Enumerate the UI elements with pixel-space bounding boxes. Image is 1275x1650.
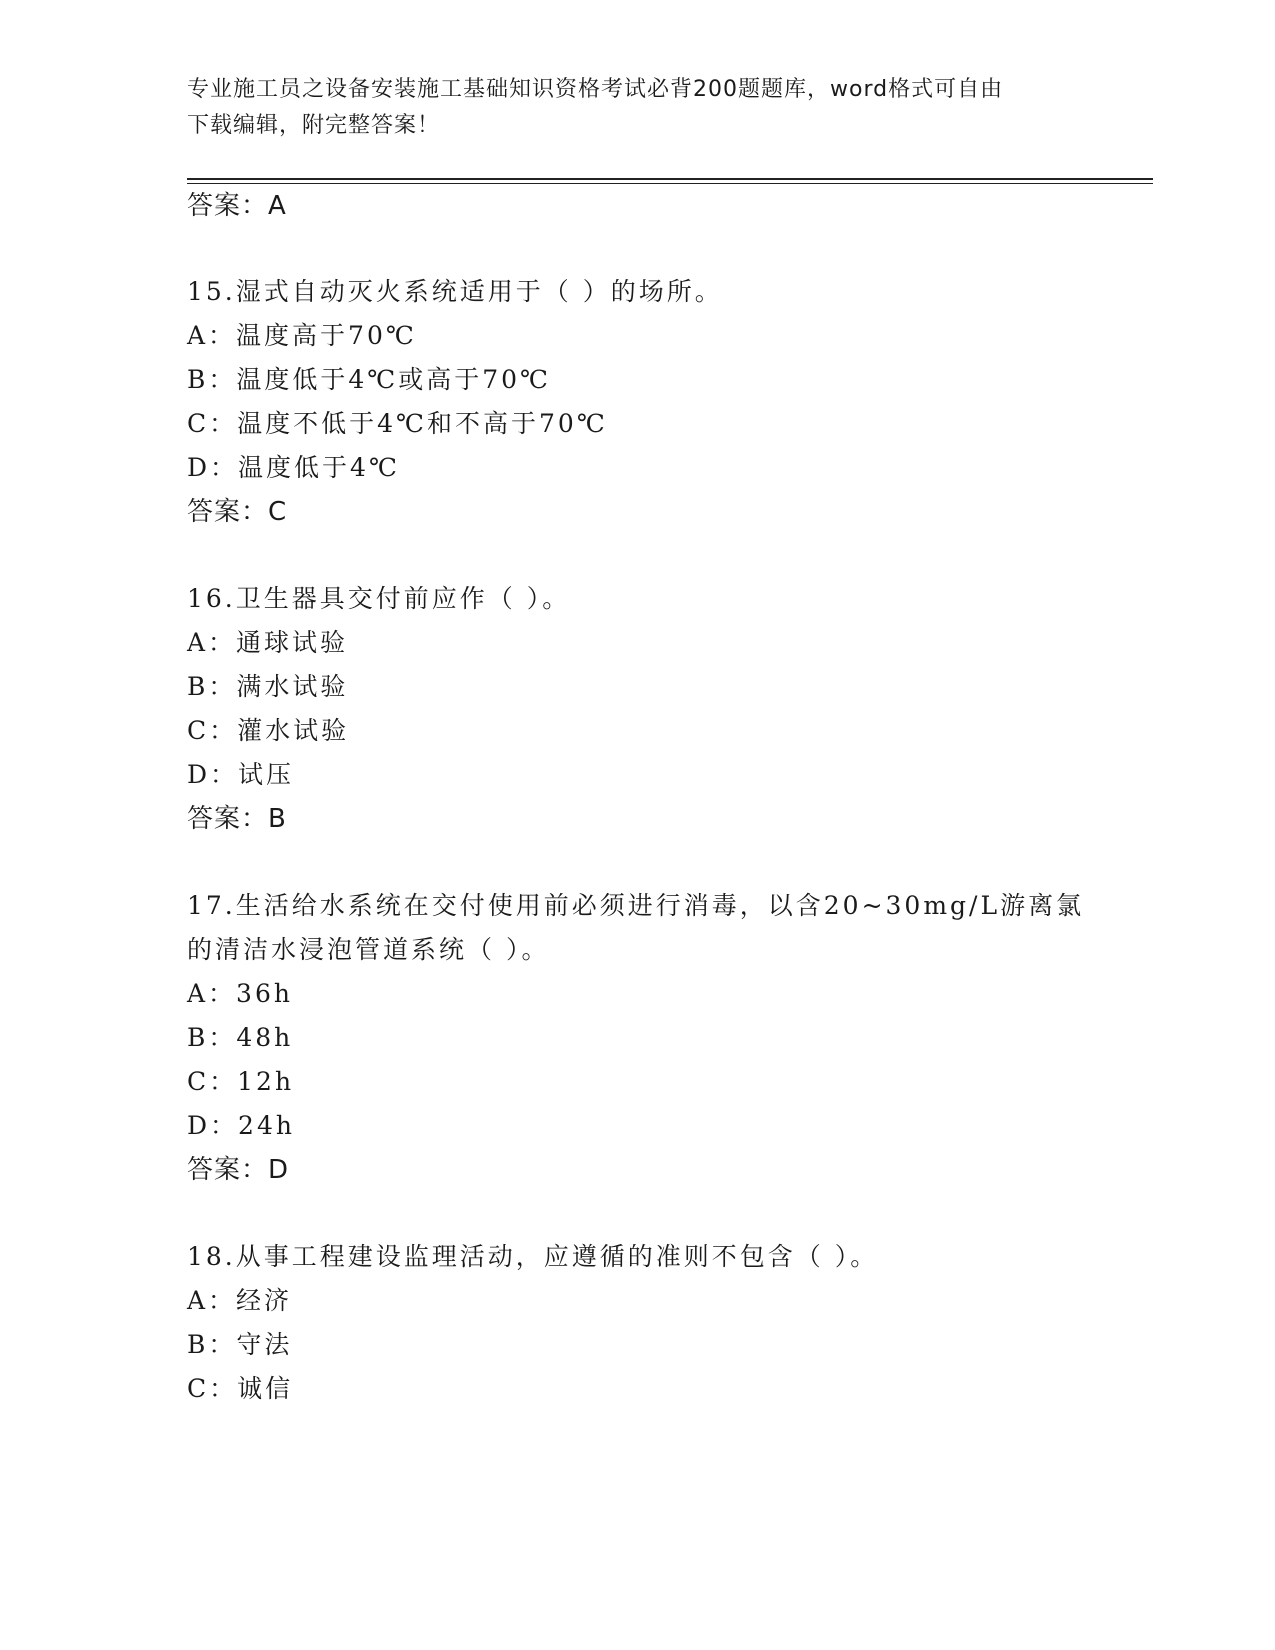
question-16-answer: 答案：B <box>187 804 287 834</box>
question-15-option-d: D：温度低于4℃ <box>187 453 400 482</box>
question-18-option-b: B：守法 <box>187 1330 293 1359</box>
question-16-stem: 16.卫生器具交付前应作（ ）。 <box>187 584 571 613</box>
question-17-option-d: D：24h <box>187 1111 295 1140</box>
question-15-option-a: A：温度高于70℃ <box>187 321 417 350</box>
question-15-stem: 15.湿式自动灭火系统适用于（ ）的场所。 <box>187 277 723 306</box>
question-17-option-c: C：12h <box>187 1067 295 1096</box>
question-18-stem: 18.从事工程建设监理活动，应遵循的准则不包含（ ）。 <box>187 1242 879 1271</box>
question-15-option-c: C：温度不低于4℃和不高于70℃ <box>187 409 608 438</box>
question-18-option-a: A：经济 <box>187 1286 293 1315</box>
question-17-option-a: A：36h <box>187 979 293 1008</box>
question-17-stem-line-2: 的清洁水浸泡管道系统（ ）。 <box>187 935 550 964</box>
question-16-option-d: D：试压 <box>187 760 295 789</box>
question-17-option-b: B：48h <box>187 1023 294 1052</box>
document-header <box>187 72 1067 144</box>
header-divider-thin <box>187 183 1153 184</box>
header-line-2: 下载编辑，附完整答案！ <box>187 113 441 138</box>
question-16-option-c: C：灌水试验 <box>187 716 350 745</box>
question-15-answer: 答案：C <box>187 497 288 527</box>
question-18-option-c: C：诚信 <box>187 1374 294 1403</box>
previous-answer: 答案：A <box>187 191 287 221</box>
question-17-stem-line-1: 17.生活给水系统在交付使用前必须进行消毒，以含20~30mg/L游离氯 <box>187 891 1085 920</box>
header-divider <box>187 178 1153 180</box>
question-15-option-b: B：温度低于4℃或高于70℃ <box>187 365 552 394</box>
question-17-answer: 答案：D <box>187 1155 290 1185</box>
header-line-1: 专业施工员之设备安装施工基础知识资格考试必背200题题库，word格式可自由 <box>187 77 1004 102</box>
question-16-option-a: A：通球试验 <box>187 628 349 657</box>
question-16-option-b: B：满水试验 <box>187 672 349 701</box>
